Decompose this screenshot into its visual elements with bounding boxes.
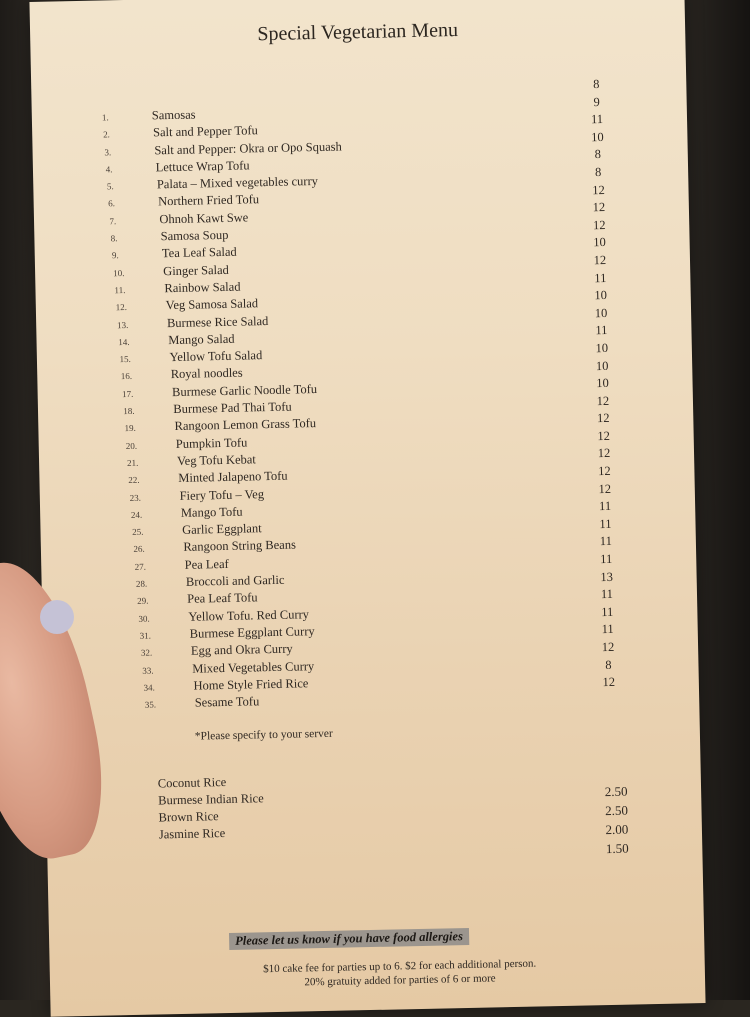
menu-item-name: Pea Leaf: [184, 556, 229, 572]
menu-item-name: Salt and Pepper Tofu: [152, 123, 259, 140]
menu-price: 11: [598, 499, 612, 514]
menu-item-number: 21.: [127, 457, 139, 468]
menu-item-name: Mango Salad: [168, 331, 235, 347]
menu-item-name: Minted Jalapeno Tofu: [178, 468, 288, 486]
menu-item-number: 35.: [144, 699, 157, 710]
menu-item-number: 33.: [142, 665, 154, 676]
menu-item-name: Veg Tofu Kebat: [176, 452, 256, 468]
menu-item-name: Pumpkin Tofu: [175, 435, 248, 451]
menu-price: 11: [600, 587, 614, 602]
rice-item: Brown Rice: [158, 809, 219, 825]
menu-item-name: Ohnoh Kawt Swe: [159, 210, 249, 227]
menu-item-number: 14.: [118, 336, 130, 348]
menu-price: 12: [592, 182, 605, 197]
menu-item-name: Yellow Tofu. Red Curry: [188, 606, 310, 624]
menu-item-number: 31.: [139, 630, 152, 641]
menu-item-name: Mixed Vegetables Curry: [192, 658, 315, 676]
menu-item-number: 27.: [134, 561, 147, 572]
menu-price: 8: [593, 77, 600, 92]
page-title: Special Vegetarian Menu: [257, 19, 459, 46]
menu-item-number: 32.: [140, 647, 153, 658]
menu-price: 10: [594, 305, 608, 320]
menu-item-name: Burmese Garlic Noodle Tofu: [171, 381, 318, 399]
menu-price: 8: [594, 147, 602, 162]
rice-item: Coconut Rice: [157, 775, 227, 791]
rice-item: Burmese Indian Rice: [158, 791, 264, 808]
menu-item-number: 25.: [132, 526, 144, 538]
menu-item-name: Ginger Salad: [163, 262, 229, 278]
menu-price: 12: [601, 639, 615, 655]
menu-price: 12: [596, 411, 610, 426]
menu-price: 11: [594, 270, 607, 285]
menu-price: 12: [593, 252, 607, 268]
rice-price: 1.50: [605, 840, 629, 857]
menu-item-name: Tea Leaf Salad: [161, 245, 237, 261]
menu-item-name: Broccoli and Garlic: [185, 572, 285, 589]
menu-price: 12: [597, 428, 611, 444]
menu-price: 10: [595, 358, 609, 373]
menu-item-number: 11.: [114, 284, 126, 296]
menu-item-name: Samosa Soup: [160, 227, 229, 244]
menu-item-number: 34.: [143, 682, 155, 693]
menu-item-number: 23.: [129, 492, 141, 503]
menu-item-number: 9.: [111, 250, 119, 261]
menu-price: 13: [600, 569, 614, 584]
menu-price: 11: [601, 622, 614, 637]
menu-price: 12: [592, 200, 606, 215]
menu-item-number: 22.: [128, 475, 140, 486]
menu-price: 11: [601, 604, 614, 619]
menu-price: 11: [599, 534, 613, 549]
menu-item-name: Sesame Tofu: [194, 694, 260, 710]
menu-item-number: 1.: [101, 112, 109, 123]
menu-item-number: 5.: [106, 181, 114, 192]
menu-price: 12: [598, 481, 612, 496]
menu-item-name: Lettuce Wrap Tofu: [155, 158, 250, 175]
rice-price: 2.00: [605, 821, 629, 838]
menu-item-number: 13.: [116, 319, 129, 330]
menu-item-number: 17.: [121, 388, 134, 399]
rice-price-column: [591, 781, 643, 858]
menu-item-name: Fiery Tofu – Veg: [179, 486, 265, 503]
allergy-notice: Please let us know if you have food allergies: [229, 928, 469, 950]
menu-item-name: Egg and Okra Curry: [190, 641, 293, 658]
gratuity-text: 20% gratuity added for parties of 6 or more: [304, 972, 496, 989]
menu-item-name: Burmese Eggplant Curry: [189, 624, 315, 641]
menu-item-name: Yellow Tofu Salad: [169, 348, 263, 365]
menu-item-number: 26.: [133, 544, 145, 555]
fee-notice: [210, 955, 591, 991]
fingernail: [40, 600, 74, 634]
menu-price: 9: [593, 94, 600, 109]
menu-item-number: 24.: [130, 509, 143, 520]
menu-item-list: [102, 98, 595, 713]
rice-list: [158, 773, 265, 843]
menu-item-name: Burmese Pad Thai Tofu: [173, 399, 292, 417]
menu-price: 10: [594, 288, 608, 303]
menu-price: 10: [590, 129, 604, 145]
menu-item-number: 3.: [104, 146, 112, 158]
menu-item-name: Rainbow Salad: [164, 279, 241, 296]
server-footnote: *Please specify to your server: [194, 727, 333, 743]
cake-fee-text: $10 cake fee for parties up to 6. $2 for each additional person.: [263, 957, 537, 976]
menu-item-number: 8.: [110, 233, 118, 244]
menu-price: 12: [597, 463, 611, 479]
rice-price: 2.50: [604, 802, 629, 819]
menu-price: 10: [593, 235, 606, 250]
menu-item-number: 19.: [124, 423, 136, 434]
menu-item-number: 7.: [109, 215, 117, 227]
menu-item-number: 16.: [120, 371, 133, 382]
menu-item-number: 18.: [123, 405, 135, 417]
menu-item-name: Burmese Rice Salad: [166, 313, 269, 330]
menu-item-number: 28.: [135, 578, 148, 589]
menu-item-name: Rangoon Lemon Grass Tofu: [174, 416, 317, 434]
menu-item-name: Salt and Pepper: Okra or Opo Squash: [154, 139, 342, 157]
menu-item-number: 10.: [113, 267, 125, 278]
menu-price: 12: [597, 446, 611, 461]
menu-price: 8: [594, 165, 602, 180]
menu-item-number: 2.: [103, 129, 110, 140]
menu-item-number: 12.: [115, 302, 128, 313]
menu-price: 12: [596, 393, 610, 408]
menu-price: 8: [605, 657, 612, 672]
rice-item: Jasmine Rice: [158, 826, 226, 842]
menu-item-name: Garlic Eggplant: [181, 521, 262, 538]
menu-item-name: Samosas: [151, 107, 196, 123]
menu-price: 12: [592, 217, 606, 232]
menu-item-number: 15.: [119, 354, 131, 365]
rice-price: 2.50: [604, 783, 628, 800]
menu-item-number: 20.: [125, 440, 138, 451]
menu-item-number: 4.: [105, 164, 113, 175]
menu-item-name: Mango Tofu: [180, 504, 243, 520]
menu-page: [29, 0, 705, 1017]
menu-item-name: Rangoon String Beans: [183, 537, 297, 555]
menu-item-name: Palata – Mixed vegetables curry: [156, 174, 319, 192]
menu-item-number: 29.: [137, 595, 149, 607]
menu-item-number: 6.: [108, 198, 116, 209]
menu-price: 10: [596, 376, 609, 391]
menu-price: 12: [602, 675, 616, 690]
menu-item-name: Veg Samosa Salad: [165, 296, 259, 313]
menu-item-name: Pea Leaf Tofu: [187, 590, 258, 607]
menu-price: 11: [599, 516, 612, 531]
menu-price: 10: [595, 340, 609, 356]
menu-item-name: Northern Fried Tofu: [158, 192, 260, 209]
menu-item-name: Royal noodles: [170, 366, 243, 382]
menu-item-name: Home Style Fried Rice: [193, 676, 309, 693]
menu-price: 11: [600, 551, 613, 567]
menu-price: 11: [590, 112, 604, 127]
menu-price: 11: [595, 323, 608, 338]
menu-item-number: 30.: [138, 613, 150, 624]
